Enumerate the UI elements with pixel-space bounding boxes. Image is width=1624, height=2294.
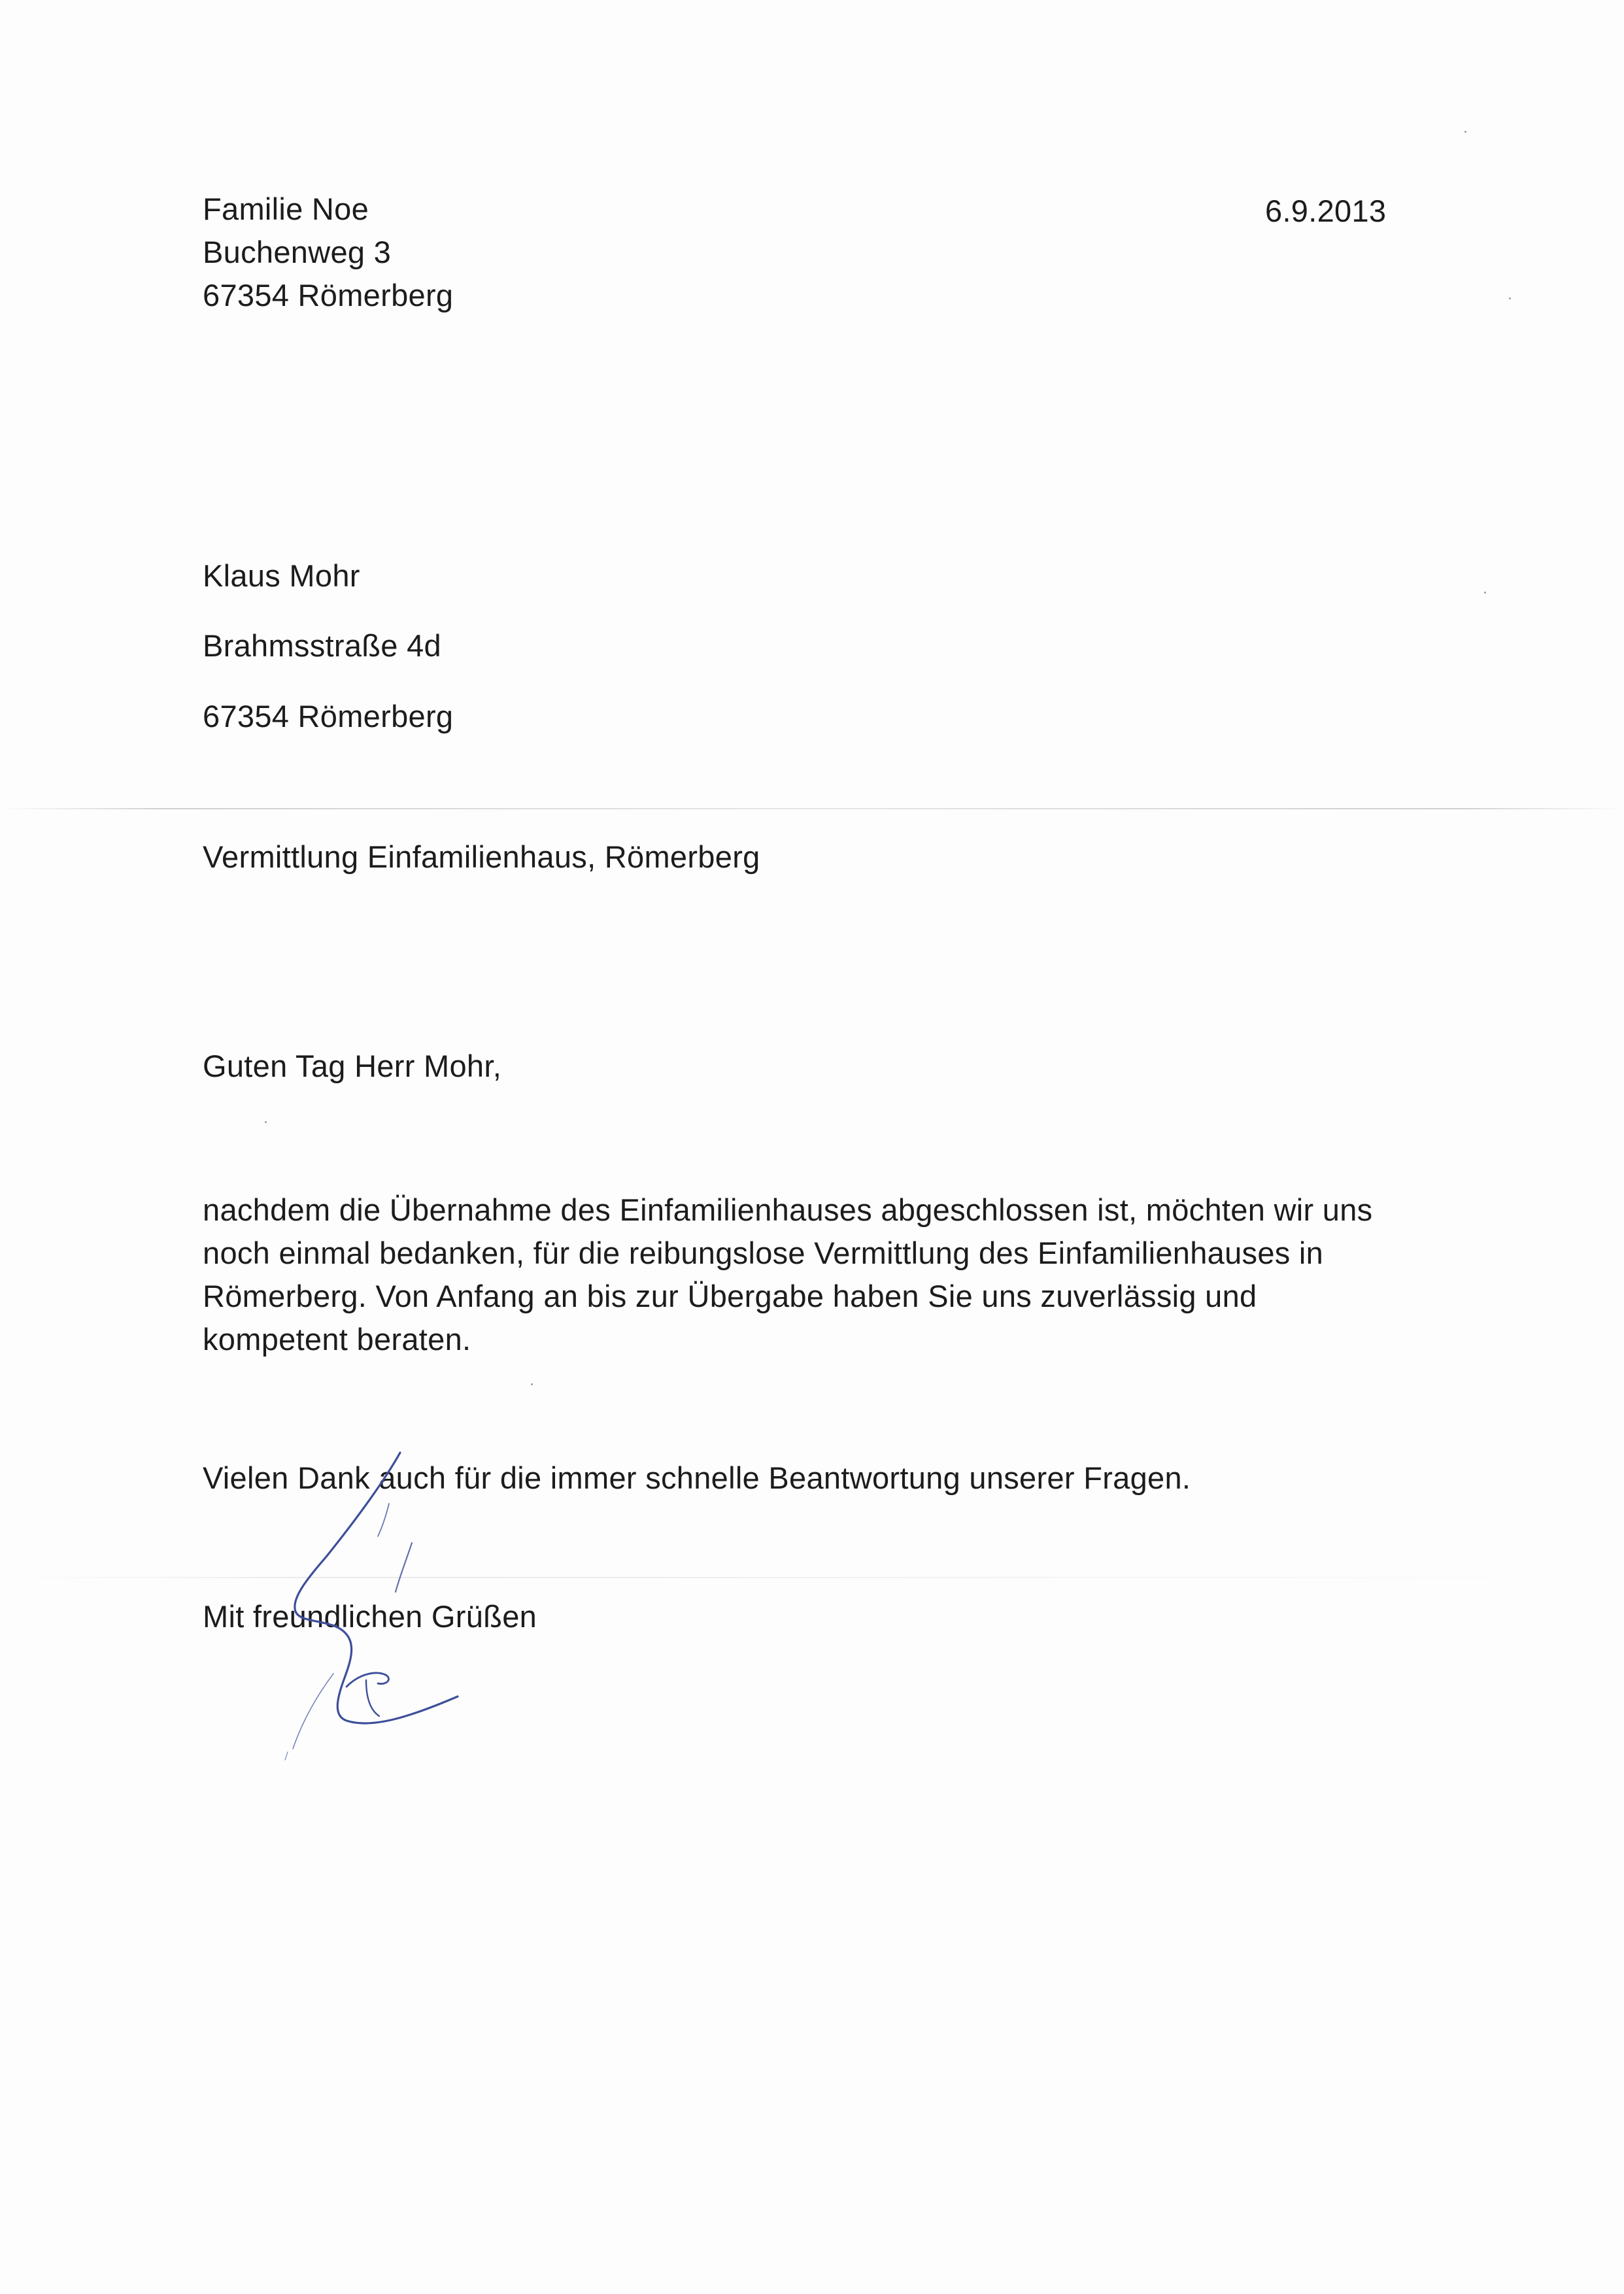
scan-speck xyxy=(265,1121,267,1123)
letter-date: 6.9.2013 xyxy=(1265,194,1387,228)
sender-street: Buchenweg 3 xyxy=(203,235,392,269)
letter-closing: Mit freundlichen Grüßen xyxy=(203,1599,537,1634)
scan-speck xyxy=(531,1383,533,1385)
sender-address xyxy=(203,188,453,317)
handwritten-signature xyxy=(262,1438,484,1778)
recipient-street: Brahmsstraße 4d xyxy=(203,628,441,663)
body-line: kompetent beraten. xyxy=(203,1322,471,1357)
scan-speck xyxy=(1509,297,1511,299)
recipient-name: Klaus Mohr xyxy=(203,558,360,593)
recipient-city: 67354 Römerberg xyxy=(203,699,454,734)
sender-name: Familie Noe xyxy=(203,192,369,226)
letter-salutation: Guten Tag Herr Mohr, xyxy=(203,1049,502,1083)
letter-thanks: Vielen Dank auch für die immer schnelle Beantwortung unserer Fragen. xyxy=(203,1460,1191,1495)
body-line: Römerberg. Von Anfang an bis zur Übergabe haben Sie uns zuverlässig und xyxy=(203,1279,1257,1313)
letter-subject: Vermittlung Einfamilienhaus, Römerberg xyxy=(203,839,760,874)
body-line: nachdem die Übernahme des Einfamilienhauses abgeschlossen ist, möchten wir uns xyxy=(203,1192,1373,1227)
paper-fold-line xyxy=(0,1577,1624,1578)
sender-city: 67354 Römerberg xyxy=(203,278,454,312)
letter-body-paragraph xyxy=(203,1189,1372,1361)
paper-fold-line xyxy=(0,808,1624,809)
body-line: noch einmal bedanken, für die reibungslose Vermittlung des Einfamilienhauses in xyxy=(203,1236,1324,1270)
scan-speck xyxy=(1484,592,1486,594)
scan-speck xyxy=(1464,131,1466,133)
